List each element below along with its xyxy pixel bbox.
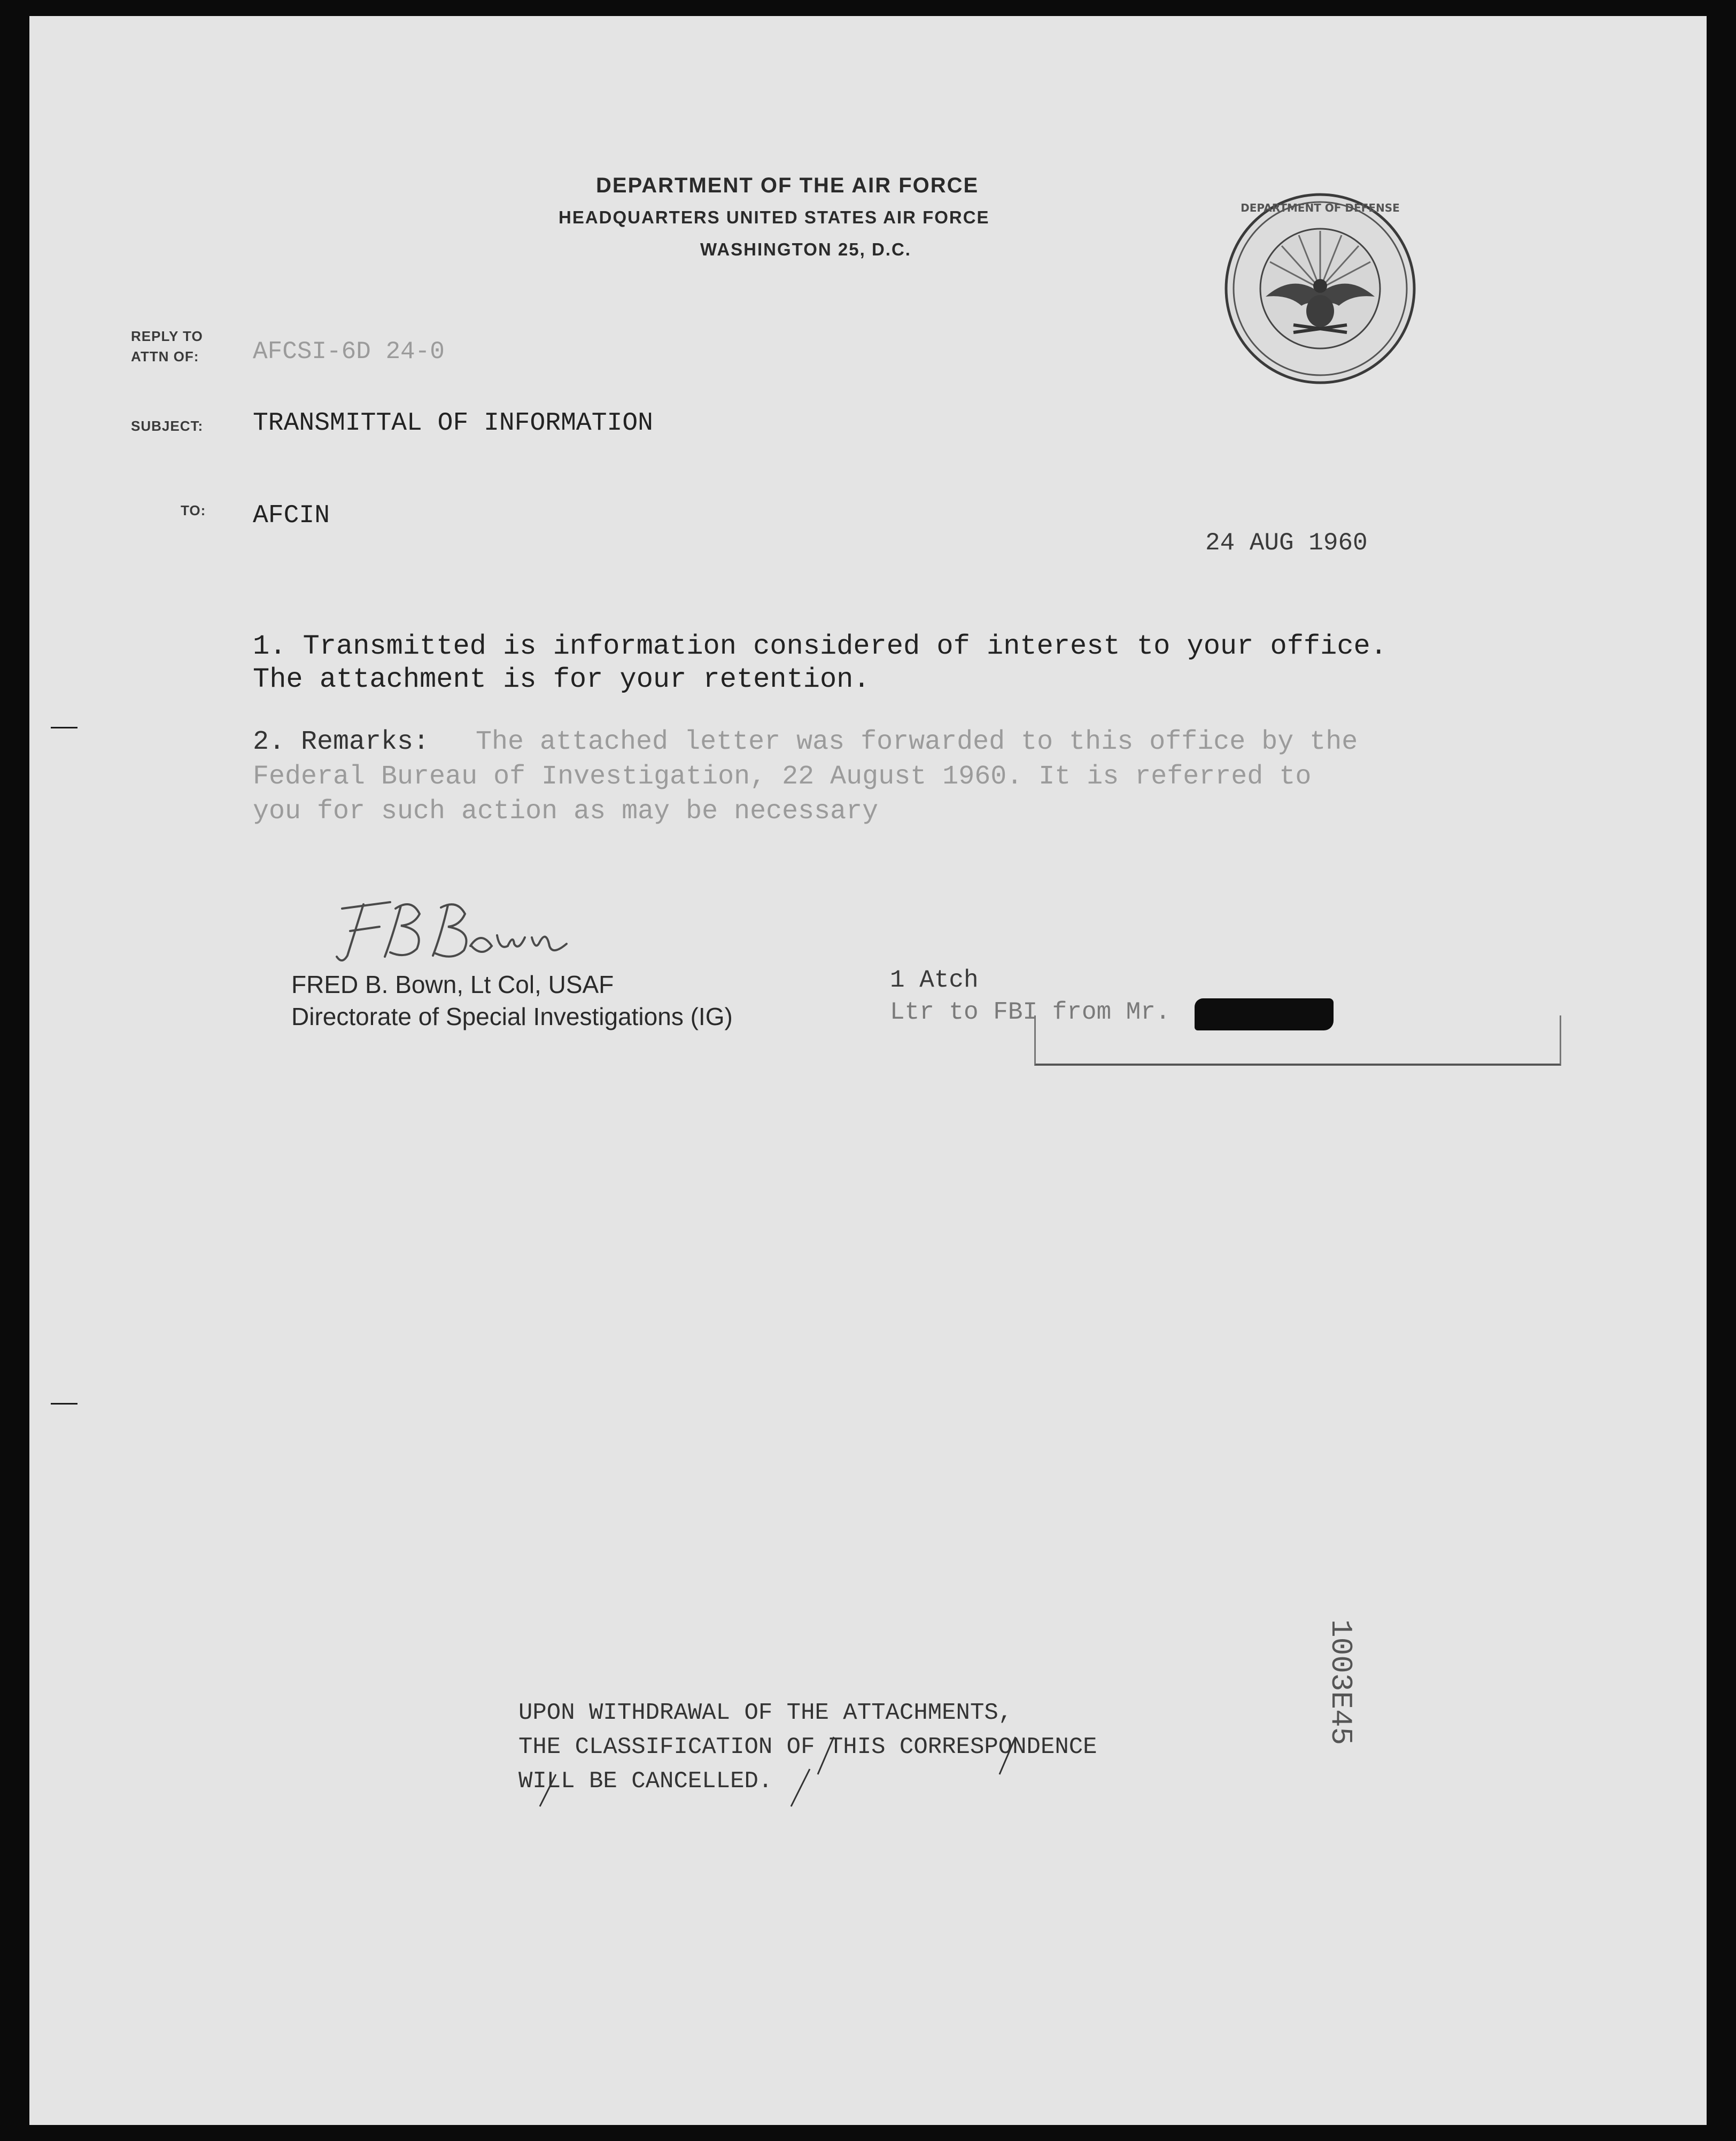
classification-note-line-3: WILL BE CANCELLED.: [518, 1768, 773, 1795]
svg-text:DEPARTMENT OF DEFENSE: DEPARTMENT OF DEFENSE: [1241, 201, 1400, 214]
letterhead-location: WASHINGTON 25, D.C.: [700, 239, 911, 259]
document-page: [29, 16, 1707, 2125]
to-label: TO:: [181, 502, 206, 518]
margin-tick-mark: [51, 727, 78, 728]
subject-value: TRANSMITTAL OF INFORMATION: [253, 409, 653, 438]
paragraph-2-line-3: you for such action as may be necessary: [253, 796, 879, 827]
paragraph-1-line-2: The attachment is for your retention.: [253, 664, 870, 695]
reply-to-label: REPLY TO: [131, 328, 203, 344]
paragraph-2-line-1: The attached letter was forwarded to this office by the: [476, 727, 1358, 757]
classification-note-line-2: THE CLASSIFICATION OF THIS CORRESPONDENCE: [518, 1734, 1097, 1760]
department-of-defense-seal-icon: [1219, 187, 1422, 390]
margin-tick-mark: [51, 1403, 78, 1405]
to-value: AFCIN: [253, 501, 330, 530]
paragraph-1-line-1: 1. Transmitted is information considered of interest to your office.: [253, 631, 1387, 662]
attn-of-label: ATTN OF:: [131, 348, 199, 364]
handwritten-signature: [326, 893, 604, 973]
signer-name: FRED B. Bown, Lt Col, USAF: [291, 971, 614, 998]
classification-note-line-1: UPON WITHDRAWAL OF THE ATTACHMENTS,: [518, 1700, 1013, 1726]
reply-to-value: AFCSI-6D 24-0: [253, 338, 445, 366]
attachment-count: 1 Atch: [890, 966, 979, 994]
attachment-description: Ltr to FBI from Mr.: [890, 998, 1171, 1026]
letterhead-department: DEPARTMENT OF THE AIR FORCE: [596, 174, 979, 197]
paragraph-2-lead: 2. Remarks:: [253, 727, 430, 757]
letterhead-headquarters: HEADQUARTERS UNITED STATES AIR FORCE: [559, 207, 990, 227]
paragraph-2-line-2: Federal Bureau of Investigation, 22 August 1960. It is referred to: [253, 762, 1312, 792]
signer-organization: Directorate of Special Investigations (IG): [291, 1003, 733, 1030]
bracket-mark: [1034, 1015, 1561, 1066]
subject-label: SUBJECT:: [131, 418, 204, 434]
margin-document-number: 1003E45: [1323, 1619, 1358, 1746]
date-stamp: 24 AUG 1960: [1205, 529, 1368, 557]
strike-marks: [518, 1694, 1213, 1812]
